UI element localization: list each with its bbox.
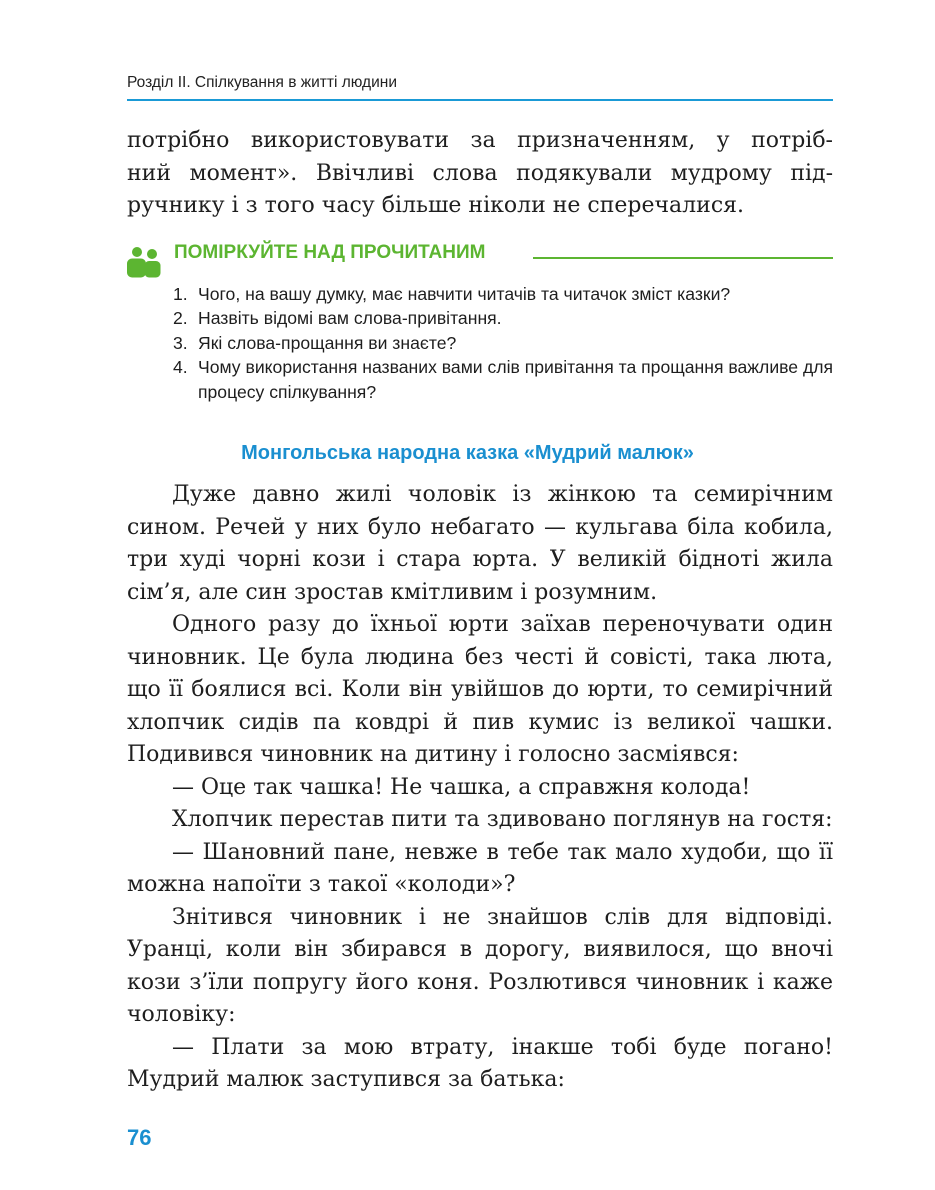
story-paragraph: Знітився чиновник і не знайшов слів для відповіді. Уранці, коли він збирався в дорогу, виявилося, що вночі кози з’їли попругу його коня. Розлютився чиновник і каже чоловіку: (127, 904, 833, 1027)
question-text: Які слова-прощання ви знаєте? (198, 332, 457, 353)
story-paragraph: Одного разу до їхньої юрти заїхав переночувати один чиновник. Це була людина без честі й совісті, така люта, що її боялися всі. Коли він увійшов до юрти, то семирічний хлопчик сидів па ковдрі й пив кумис із великої чашки. Подивився чиновник на дитину і голосно засміявся: (127, 612, 833, 767)
question-number: 1. (173, 284, 188, 304)
story-paragraph: — Плати за мою втрату, інакше тобі буде погано! Мудрий малюк заступився за батька: (127, 1034, 833, 1092)
running-header: Розділ ІІ. Спілкування в житті людини (127, 74, 397, 91)
question-item (173, 282, 838, 306)
question-number: 3. (173, 332, 188, 353)
intro-line: ний момент». Ввічливі слова подякували мудрому під- (127, 160, 833, 186)
question-text: Чого, на вашу думку, має навчити читачів та читачок зміст казки? (198, 284, 731, 304)
question-item (173, 306, 838, 330)
question-text: Чому використання названих вами слів привітання та прощання важливе для процесу спілкування? (198, 357, 834, 402)
section-rule (533, 257, 833, 259)
story-paragraph: — Оце так чашка! Не чашка, а справжня колода! (172, 774, 751, 800)
intro-line: потрібно використовувати за призначенням, у потріб- (127, 128, 833, 153)
story-body (127, 479, 833, 1097)
question-number: 4. (173, 357, 188, 378)
story-title: Монгольська народна казка «Мудрий малюк» (241, 442, 694, 464)
story-paragraph: Хлопчик перестав пити та здивовано поглянув на гостя: (172, 807, 833, 832)
intro-paragraph (127, 125, 833, 223)
intro-line: ручнику і з того часу більше ніколи не сперечалися. (127, 193, 745, 218)
question-item (173, 355, 838, 404)
question-item (173, 331, 838, 355)
question-list (173, 282, 838, 404)
story-paragraph: — Шановний пане, невже в тебе так мало худоби, що її можна напоїти з такої «колоди»? (127, 839, 833, 897)
story-paragraph: Дуже давно жилі чоловік із жінкою та семирічним сином. Речей у них було небагато — кульгава біла кобила, три худі чорні кози і стара юрта. У великій бідноті жила сім’я, але син зростав кмітливим і розумним. (127, 482, 833, 605)
question-text: Назвіть відомі вам слова-привітання. (198, 308, 502, 329)
people-icon (127, 244, 161, 278)
header-rule (127, 99, 833, 101)
section-title: ПОМІРКУЙТЕ НАД ПРОЧИТАНИМ (174, 242, 486, 263)
question-number: 2. (173, 308, 188, 329)
reflection-heading (127, 240, 833, 280)
page-number: 76 (127, 1125, 152, 1150)
